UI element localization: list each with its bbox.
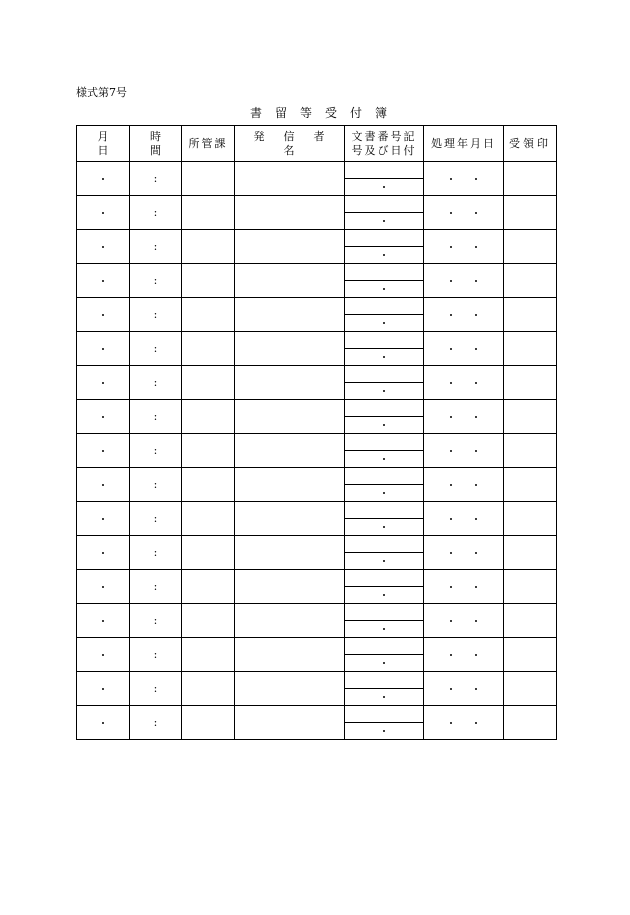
time-cell[interactable]: : xyxy=(130,536,182,570)
department-cell[interactable] xyxy=(182,468,235,502)
processed-date-cell[interactable]: ・・ xyxy=(424,502,504,536)
document-date-cell[interactable]: ・ xyxy=(345,621,424,638)
department-cell[interactable] xyxy=(182,706,235,740)
time-cell[interactable]: : xyxy=(130,570,182,604)
document-date-cell[interactable]: ・ xyxy=(345,417,424,434)
time-cell[interactable]: : xyxy=(130,604,182,638)
receipt-seal-cell[interactable] xyxy=(504,468,557,502)
table-row xyxy=(77,502,557,519)
date-cell[interactable]: ・ xyxy=(77,264,130,298)
table-row xyxy=(77,604,557,621)
date-cell[interactable]: ・ xyxy=(77,298,130,332)
receipt-seal-cell[interactable] xyxy=(504,298,557,332)
time-cell[interactable]: : xyxy=(130,298,182,332)
document-date-cell[interactable]: ・ xyxy=(345,519,424,536)
department-cell[interactable] xyxy=(182,638,235,672)
document-title: 書留等受付簿 xyxy=(249,106,400,120)
department-cell[interactable] xyxy=(182,366,235,400)
time-cell[interactable]: : xyxy=(130,638,182,672)
sender-name-cell[interactable] xyxy=(235,638,345,672)
date-cell[interactable]: ・ xyxy=(77,230,130,264)
processed-date-cell[interactable]: ・・ xyxy=(424,196,504,230)
table-row xyxy=(77,366,557,383)
table-row xyxy=(77,264,557,281)
document-number-cell[interactable] xyxy=(345,638,424,655)
header-date: 月日 xyxy=(77,126,130,162)
processed-date-cell[interactable]: ・・ xyxy=(424,230,504,264)
department-cell[interactable] xyxy=(182,502,235,536)
department-cell[interactable] xyxy=(182,332,235,366)
receipt-seal-cell[interactable] xyxy=(504,638,557,672)
table-row xyxy=(77,196,557,213)
document-number-cell[interactable] xyxy=(345,298,424,315)
document-number-cell[interactable] xyxy=(345,400,424,417)
sender-name-cell[interactable] xyxy=(235,230,345,264)
time-cell[interactable]: : xyxy=(130,162,182,196)
header-department: 所管課 xyxy=(182,126,235,162)
department-cell[interactable] xyxy=(182,434,235,468)
sender-name-cell[interactable] xyxy=(235,162,345,196)
document-number-cell[interactable] xyxy=(345,434,424,451)
sender-name-cell[interactable] xyxy=(235,604,345,638)
document-date-cell[interactable]: ・ xyxy=(345,587,424,604)
document-number-cell[interactable] xyxy=(345,672,424,689)
receipt-seal-cell[interactable] xyxy=(504,604,557,638)
sender-name-cell[interactable] xyxy=(235,570,345,604)
time-cell[interactable]: : xyxy=(130,468,182,502)
receipt-seal-cell[interactable] xyxy=(504,434,557,468)
document-date-cell[interactable]: ・ xyxy=(345,655,424,672)
date-cell[interactable]: ・ xyxy=(77,366,130,400)
document-date-cell[interactable]: ・ xyxy=(345,553,424,570)
table-row xyxy=(77,706,557,723)
header-document-number-line2: 号及び日付 xyxy=(351,143,417,157)
processed-date-cell[interactable]: ・・ xyxy=(424,570,504,604)
processed-date-cell[interactable]: ・・ xyxy=(424,536,504,570)
receipt-seal-cell[interactable] xyxy=(504,162,557,196)
header-time: 時間 xyxy=(130,126,182,162)
document-number-cell[interactable] xyxy=(345,502,424,519)
time-cell[interactable]: : xyxy=(130,706,182,740)
document-date-cell[interactable]: ・ xyxy=(345,315,424,332)
department-cell[interactable] xyxy=(182,604,235,638)
date-cell[interactable]: ・ xyxy=(77,706,130,740)
table-row xyxy=(77,638,557,655)
sender-name-cell[interactable] xyxy=(235,264,345,298)
department-cell[interactable] xyxy=(182,672,235,706)
time-cell[interactable]: : xyxy=(130,264,182,298)
date-cell[interactable]: ・ xyxy=(77,196,130,230)
header-receipt-seal: 受領印 xyxy=(504,126,557,162)
time-cell[interactable]: : xyxy=(130,230,182,264)
processed-date-cell[interactable]: ・・ xyxy=(424,434,504,468)
department-cell[interactable] xyxy=(182,162,235,196)
date-cell[interactable]: ・ xyxy=(77,332,130,366)
date-cell[interactable]: ・ xyxy=(77,434,130,468)
document-number-cell[interactable] xyxy=(345,264,424,281)
department-cell[interactable] xyxy=(182,400,235,434)
table-row xyxy=(77,298,557,315)
document-number-cell[interactable] xyxy=(345,162,424,179)
processed-date-cell[interactable]: ・・ xyxy=(424,672,504,706)
date-cell[interactable]: ・ xyxy=(77,400,130,434)
receipt-seal-cell[interactable] xyxy=(504,196,557,230)
date-cell[interactable]: ・ xyxy=(77,570,130,604)
document-number-cell[interactable] xyxy=(345,570,424,587)
table-row xyxy=(77,570,557,587)
receipt-seal-cell[interactable] xyxy=(504,332,557,366)
receipt-seal-cell[interactable] xyxy=(504,230,557,264)
document-date-cell[interactable]: ・ xyxy=(345,179,424,196)
processed-date-cell[interactable]: ・・ xyxy=(424,366,504,400)
receipt-seal-cell[interactable] xyxy=(504,502,557,536)
receipt-seal-cell[interactable] xyxy=(504,264,557,298)
document-number-cell[interactable] xyxy=(345,536,424,553)
sender-name-cell[interactable] xyxy=(235,536,345,570)
header-document-number-line1: 文書番号記 xyxy=(351,129,417,143)
sender-name-cell[interactable] xyxy=(235,434,345,468)
document-number-cell[interactable] xyxy=(345,196,424,213)
ledger-body xyxy=(77,162,557,740)
time-cell[interactable]: : xyxy=(130,502,182,536)
table-row xyxy=(77,400,557,417)
document-date-cell[interactable]: ・ xyxy=(345,485,424,502)
document-date-cell[interactable]: ・ xyxy=(345,723,424,740)
table-row xyxy=(77,230,557,247)
table-row xyxy=(77,536,557,553)
department-cell[interactable] xyxy=(182,196,235,230)
date-cell[interactable]: ・ xyxy=(77,638,130,672)
sender-name-cell[interactable] xyxy=(235,672,345,706)
department-cell[interactable] xyxy=(182,570,235,604)
document-number-cell[interactable] xyxy=(345,706,424,723)
processed-date-cell[interactable]: ・・ xyxy=(424,604,504,638)
sender-name-cell[interactable] xyxy=(235,366,345,400)
document-date-cell[interactable]: ・ xyxy=(345,349,424,366)
document-date-cell[interactable]: ・ xyxy=(345,451,424,468)
date-cell[interactable]: ・ xyxy=(77,468,130,502)
time-cell[interactable]: : xyxy=(130,332,182,366)
sender-name-cell[interactable] xyxy=(235,196,345,230)
document-date-cell[interactable]: ・ xyxy=(345,281,424,298)
processed-date-cell[interactable]: ・・ xyxy=(424,298,504,332)
receipt-seal-cell[interactable] xyxy=(504,672,557,706)
document-number-cell[interactable] xyxy=(345,604,424,621)
time-cell[interactable]: : xyxy=(130,672,182,706)
department-cell[interactable] xyxy=(182,230,235,264)
date-cell[interactable]: ・ xyxy=(77,536,130,570)
document-date-cell[interactable]: ・ xyxy=(345,383,424,400)
table-row xyxy=(77,672,557,689)
document-date-cell[interactable]: ・ xyxy=(345,213,424,230)
receipt-seal-cell[interactable] xyxy=(504,536,557,570)
receipt-seal-cell[interactable] xyxy=(504,570,557,604)
sender-name-cell[interactable] xyxy=(235,502,345,536)
time-cell[interactable]: : xyxy=(130,434,182,468)
time-cell[interactable]: : xyxy=(130,196,182,230)
processed-date-cell[interactable]: ・・ xyxy=(424,400,504,434)
sender-name-cell[interactable] xyxy=(235,706,345,740)
time-cell[interactable]: : xyxy=(130,400,182,434)
table-row xyxy=(77,332,557,349)
department-cell[interactable] xyxy=(182,264,235,298)
document-date-cell[interactable]: ・ xyxy=(345,247,424,264)
receipt-seal-cell[interactable] xyxy=(504,366,557,400)
date-cell[interactable]: ・ xyxy=(77,502,130,536)
sender-name-cell[interactable] xyxy=(235,298,345,332)
header-processed-date: 処理年月日 xyxy=(424,126,504,162)
table-row xyxy=(77,434,557,451)
date-cell[interactable]: ・ xyxy=(77,162,130,196)
sender-name-cell[interactable] xyxy=(235,332,345,366)
header-document-number xyxy=(345,126,424,162)
table-row xyxy=(77,468,557,485)
document-number-cell[interactable] xyxy=(345,366,424,383)
processed-date-cell[interactable]: ・・ xyxy=(424,468,504,502)
document-number-cell[interactable] xyxy=(345,468,424,485)
document-number-cell[interactable] xyxy=(345,230,424,247)
processed-date-cell[interactable]: ・・ xyxy=(424,264,504,298)
form-number: 様式第7号 xyxy=(76,86,127,99)
processed-date-cell[interactable]: ・・ xyxy=(424,332,504,366)
receipt-seal-cell[interactable] xyxy=(504,706,557,740)
document-number-cell[interactable] xyxy=(345,332,424,349)
sender-name-cell[interactable] xyxy=(235,400,345,434)
sender-name-cell[interactable] xyxy=(235,468,345,502)
document-date-cell[interactable]: ・ xyxy=(345,689,424,706)
time-cell[interactable]: : xyxy=(130,366,182,400)
header-sender-name: 発信者名 xyxy=(235,126,345,162)
department-cell[interactable] xyxy=(182,536,235,570)
registered-mail-ledger-table xyxy=(76,125,557,740)
processed-date-cell[interactable]: ・・ xyxy=(424,638,504,672)
table-row xyxy=(77,162,557,179)
header-row xyxy=(77,126,557,162)
processed-date-cell[interactable]: ・・ xyxy=(424,706,504,740)
receipt-seal-cell[interactable] xyxy=(504,400,557,434)
processed-date-cell[interactable]: ・・ xyxy=(424,162,504,196)
department-cell[interactable] xyxy=(182,298,235,332)
date-cell[interactable]: ・ xyxy=(77,672,130,706)
date-cell[interactable]: ・ xyxy=(77,604,130,638)
